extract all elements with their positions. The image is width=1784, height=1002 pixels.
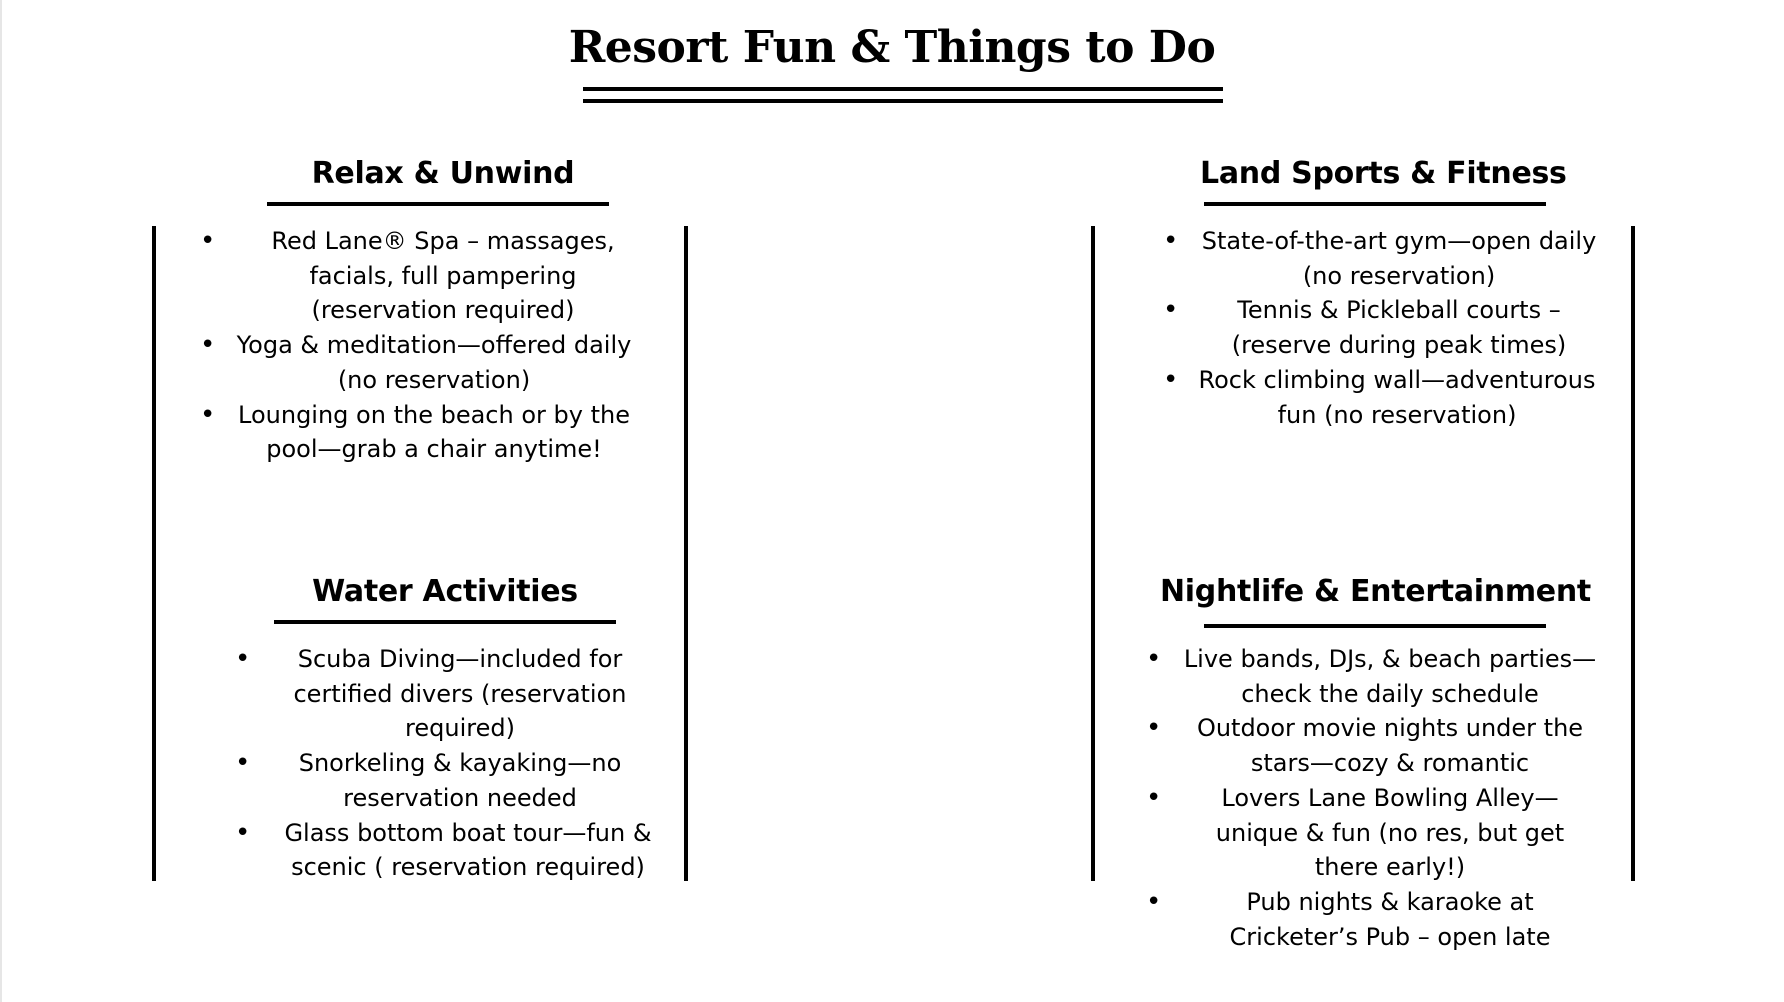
list-item: • Rock climbing wall—adventurous fun (no reservation)	[1163, 364, 1596, 429]
bullet-icon: •	[1146, 886, 1162, 917]
list-water	[232, 642, 682, 885]
column-divider-left-outer	[152, 226, 156, 881]
bullet-icon: •	[1163, 226, 1179, 256]
section-rule-nightlife	[1204, 624, 1546, 628]
column-divider-right-inner	[1091, 226, 1095, 881]
section-rule-land	[1204, 202, 1546, 206]
list-item: • Lovers Lane Bowling Alley—unique & fun (no res, but get there early!)	[1146, 782, 1565, 882]
section-heading-land: Land Sports & Fitness	[1200, 156, 1567, 191]
bullet-icon: •	[235, 817, 251, 848]
section-heading-water: Water Activities	[312, 574, 578, 609]
bullet-icon: •	[1146, 713, 1162, 744]
bullet-icon: •	[200, 330, 216, 361]
bullet-icon: •	[1146, 782, 1162, 813]
list-item: • Pub nights & karaoke at Cricketer’s Pub – open late	[1146, 886, 1551, 951]
page-left-edge	[0, 0, 2, 1002]
list-item: • State-of-the-art gym—open daily (no reservation)	[1163, 226, 1597, 290]
list-item: • Tennis & Pickleball courts – (reserve during peak times)	[1163, 295, 1567, 360]
list-land	[1163, 224, 1613, 432]
title-underline-top	[583, 87, 1223, 91]
list-item: • Red Lane® Spa – massages, facials, full pampering (reservation required)	[200, 226, 615, 325]
column-divider-right-outer	[1631, 226, 1635, 881]
list-relax	[196, 224, 666, 467]
bullet-icon: •	[1163, 364, 1179, 395]
section-heading-nightlife: Nightlife & Entertainment	[1160, 574, 1591, 609]
list-item: • Lounging on the beach or by the pool—grab a chair anytime!	[200, 399, 630, 464]
bullet-icon: •	[235, 644, 251, 674]
bullet-icon: •	[200, 226, 216, 256]
section-rule-water	[274, 620, 616, 624]
list-item: • Live bands, DJs, & beach parties—check the daily schedule	[1146, 644, 1597, 708]
column-divider-left-inner	[684, 226, 688, 881]
list-item: • Scuba Diving—included for certified divers (reservation required)	[235, 644, 627, 743]
list-item: • Snorkeling & kayaking—no reservation needed	[235, 748, 622, 812]
bullet-icon: •	[1146, 644, 1162, 674]
list-item: • Outdoor movie nights under the stars—cozy & romantic	[1146, 713, 1584, 778]
list-item: • Yoga & meditation—offered daily (no reservation)	[200, 330, 632, 394]
bullet-icon: •	[200, 399, 216, 430]
list-item: • Glass bottom boat tour—fun & scenic ( reservation required)	[235, 817, 652, 882]
bullet-icon: •	[1163, 295, 1179, 326]
section-heading-relax: Relax & Unwind	[311, 156, 575, 191]
section-rule-relax	[267, 202, 609, 206]
list-nightlife	[1142, 642, 1612, 954]
page-title: Resort Fun & Things to Do	[568, 22, 1216, 73]
bullet-icon: •	[235, 748, 251, 779]
title-underline-bottom	[583, 99, 1223, 103]
